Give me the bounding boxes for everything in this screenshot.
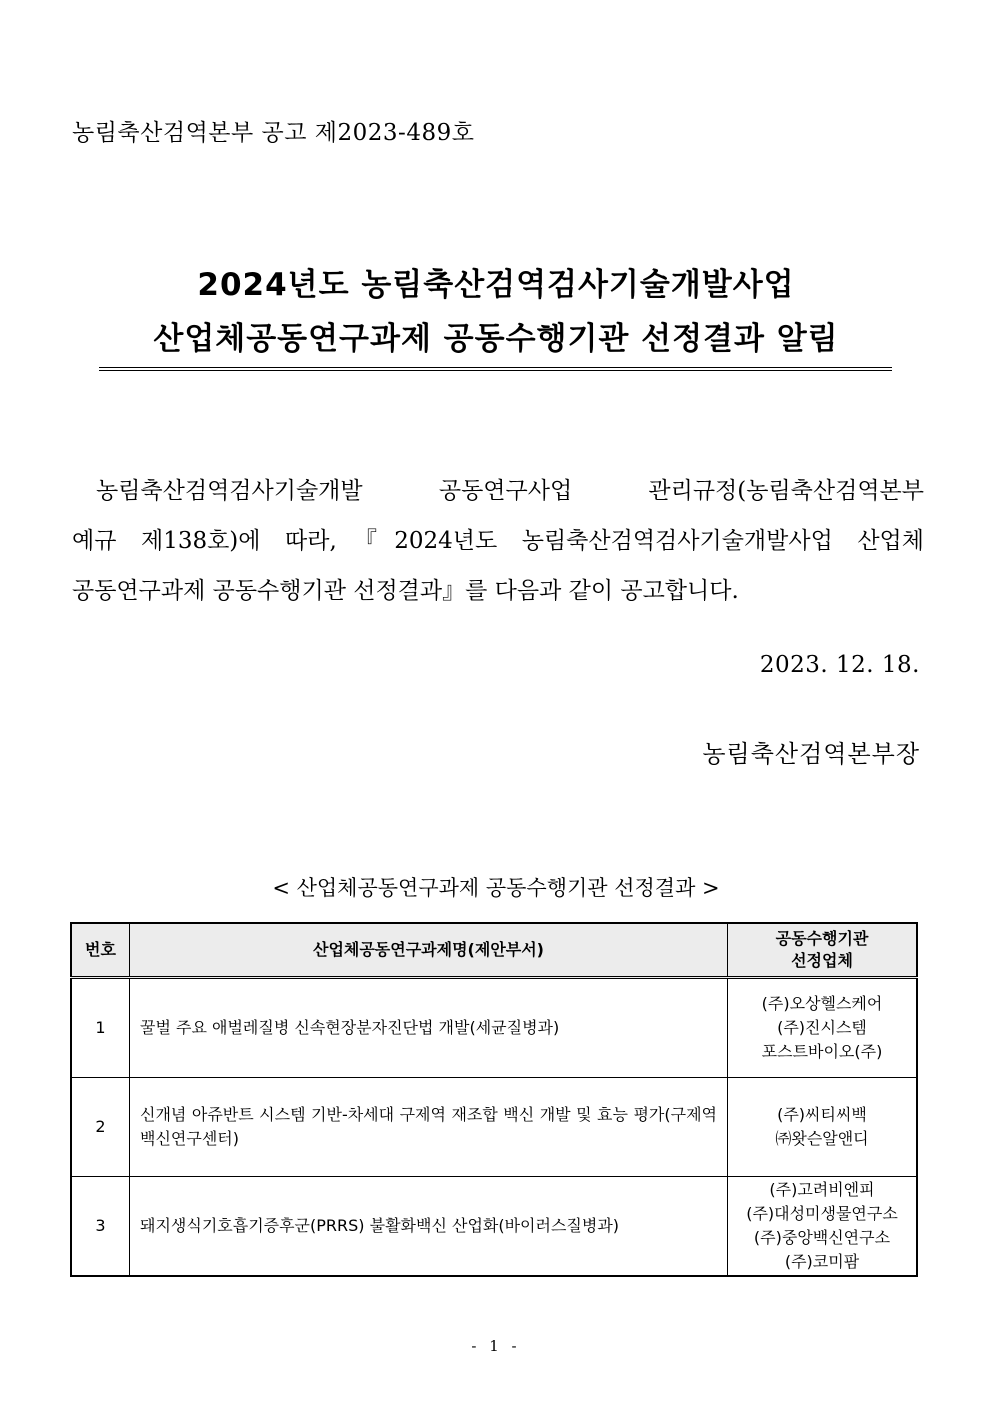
row-orgs [728,1177,918,1277]
table-row [71,1177,917,1277]
table-row [71,1078,917,1177]
table-caption: < 산업체공동연구과제 공동수행기관 선정결과 > [272,876,720,900]
body-line-3: 공동연구과제 공동수행기관 선정결과』를 다음과 같이 공고합니다. [72,578,739,604]
org-name: (주)대성미생물연구소 [746,1204,898,1223]
header-no: 번호 [71,923,130,978]
title-double-rule [99,367,892,371]
row-project: 돼지생식기호흡기증후군(PRRS) 불활화백신 산업화(바이러스질병과) [130,1177,728,1277]
body-line-2: 예규 제138호)에 따라,『2024년도 농림축산검역검사기술개발사업 산업체 [72,528,924,554]
table-header-row [71,923,917,978]
row-no: 3 [71,1177,130,1277]
org-name: (주)씨티씨백 [777,1105,867,1124]
row-project: 꿀벌 주요 애벌레질병 신속현장분자진단법 개발(세균질병과) [130,978,728,1078]
row-no: 1 [71,978,130,1078]
announcement-date: 2023. 12. 18. [759,652,920,678]
signer-title: 농림축산검역본부장 [702,740,920,768]
document-title [0,258,992,366]
header-org [728,923,918,978]
org-name: (주)오상헬스케어 [761,994,883,1013]
header-project: 산업체공동연구과제명(제안부서) [130,923,728,978]
row-project: 신개념 아쥬반트 시스템 기반-차세대 구제역 재조합 백신 개발 및 효능 평가(구제역백신연구센터) [130,1078,728,1177]
page-number: - 1 - [471,1337,521,1355]
org-name: (주)중앙백신연구소 [753,1228,891,1247]
org-name: ㈜왓슨알앤디 [775,1129,869,1148]
body-line-1: 농림축산검역검사기술개발 공동연구사업 관리규정(농림축산검역본부 [96,478,924,504]
row-orgs [728,978,918,1078]
org-name: (주)진시스템 [777,1018,867,1037]
org-name: (주)고려비엔피 [769,1180,875,1199]
header-org-line-2: 선정업체 [791,951,853,970]
announcement-body [72,466,924,616]
selection-result-table [70,922,918,1277]
row-no: 2 [71,1078,130,1177]
title-line-1: 2024년도 농림축산검역검사기술개발사업 [197,267,795,303]
table-row [71,978,917,1078]
org-name: 포스트바이오(주) [761,1042,883,1061]
row-orgs [728,1078,918,1177]
header-org-line-1: 공동수행기관 [775,929,869,948]
title-line-2: 산업체공동연구과제 공동수행기관 선정결과 알림 [153,321,839,357]
notice-number: 농림축산검역본부 공고 제2023-489호 [72,120,475,146]
org-name: (주)코미팜 [784,1252,860,1271]
